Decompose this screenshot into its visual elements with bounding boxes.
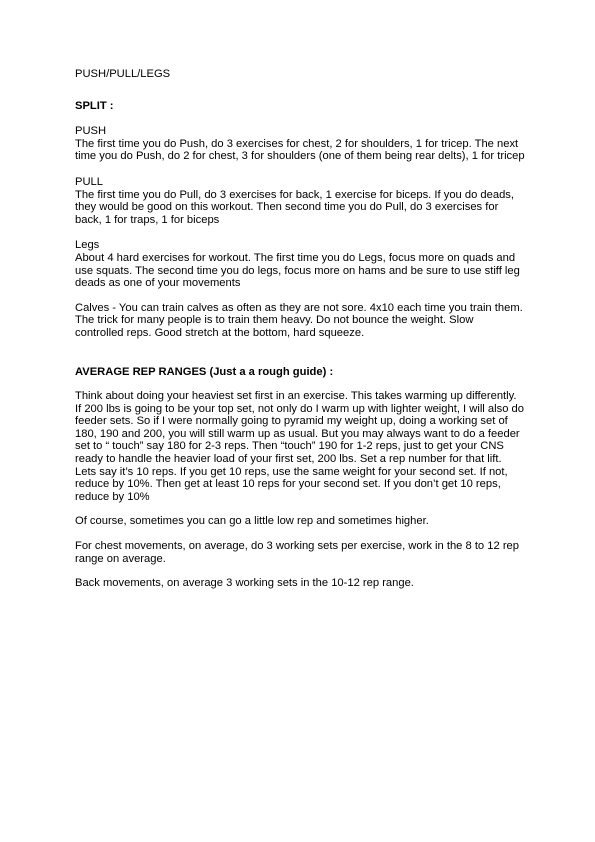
legs-section <box>75 239 525 289</box>
push-text: The first time you do Push, do 3 exercises for chest, 2 for shoulders, 1 for tricep. The next time you do Push, do 2 for chest, 3 for shoulders (one of them being rear delts), 1 for tricep <box>75 137 525 163</box>
calves-paragraph: Calves - You can train calves as often as they are not sore. 4x10 each time you train them. The trick for many people is to train them heavy. Do not bounce the weight. Slow controlled reps. Good stretch at the bottom, hard squeeze. <box>75 301 523 339</box>
split-heading: SPLIT : <box>75 99 114 112</box>
legs-label: Legs <box>75 239 100 252</box>
rep-ranges-paragraph-1: Think about doing your heaviest set first in an exercise. This takes warming up differently. If 200 lbs is going to be your top set, not only do I warm up with lighter weight, I will also do feeder sets. So if I were normally going to pyramid my weight up, doing a working set of 180, 190 and 200, you will still warm up as usual. But you may always want to do a feeder set to “ touch” say 180 for 2-3 reps. Then “touch” 190 for 1-2 reps, just to get your CNS ready to handle the heavier load of your first set, 200 lbs. Set a rep number for that lift. Lets say it’s 10 reps. If you get 10 reps, use the same weight for your second set. If not, reduce by 10%. Then get at least 10 reps for your second set. If you don’t get 10 reps, reduce by 10% <box>75 390 524 503</box>
chest-movements-paragraph: For chest movements, on average, do 3 working sets per exercise, work in the 8 to 12 rep range on average. <box>75 540 519 565</box>
pull-text: The first time you do Pull, do 3 exercises for back, 1 exercise for biceps. If you do deads, they would be good on this workout. Then second time you do Pull, do 3 exercises for back, 1 for traps, 1 for biceps <box>75 188 515 226</box>
pull-section <box>75 176 525 226</box>
push-section <box>75 125 525 163</box>
legs-text: About 4 hard exercises for workout. The first time you do Legs, focus more on quads and use squats. The second time you do legs, focus more on hams and be sure to use stiff leg deads as one of your movements <box>75 251 520 290</box>
back-movements-paragraph: Back movements, on average 3 working sets in the 10-12 rep range. <box>75 577 414 590</box>
document-title: PUSH/PULL/LEGS <box>75 68 171 80</box>
push-label: PUSH <box>75 125 107 138</box>
document-page <box>75 68 525 590</box>
pull-label: PULL <box>75 175 103 188</box>
rep-ranges-paragraph-2: Of course, sometimes you can go a little low rep and sometimes higher. <box>75 515 429 528</box>
rep-ranges-heading: AVERAGE REP RANGES (Just a a rough guide) : <box>75 365 334 378</box>
